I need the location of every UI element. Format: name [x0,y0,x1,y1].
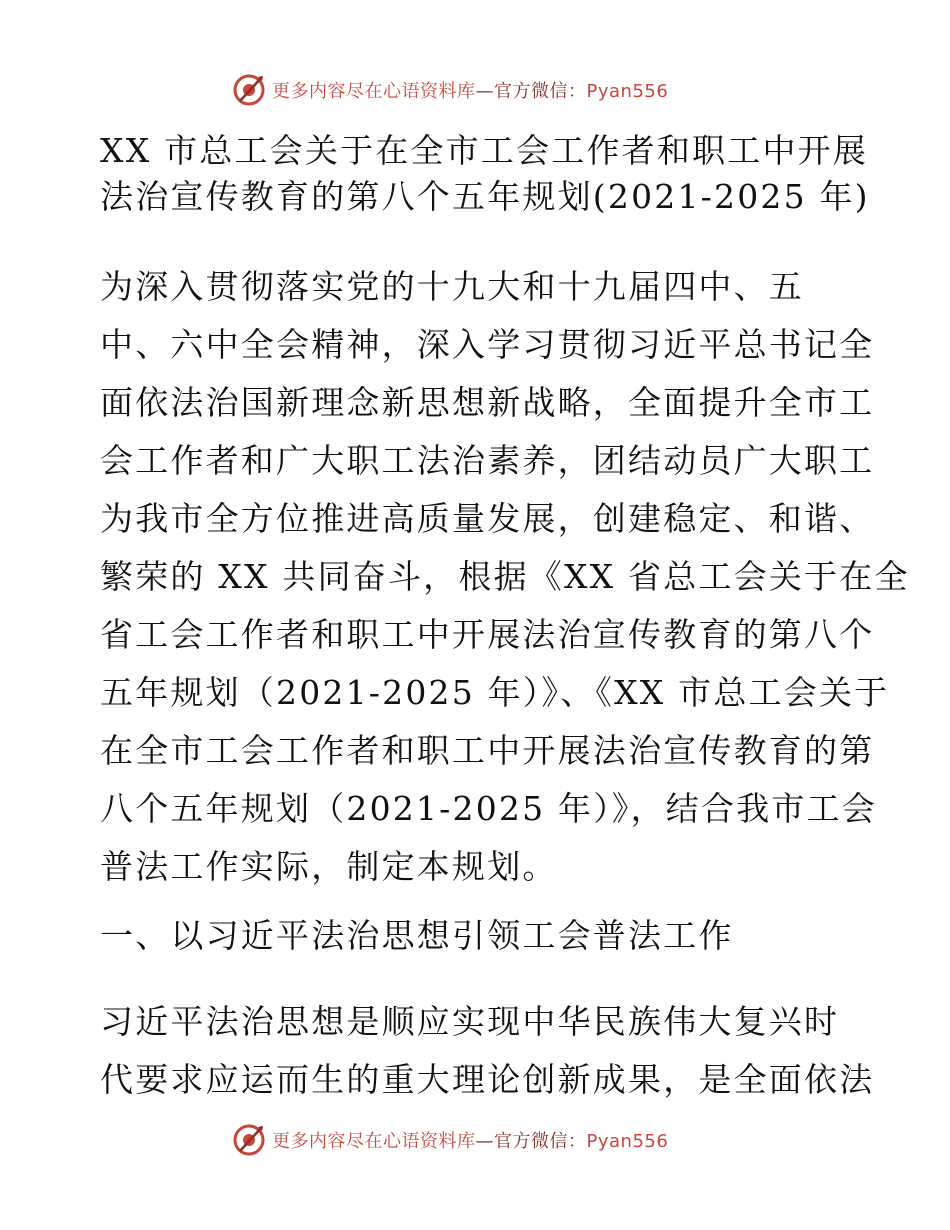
watermark-text [272,1127,668,1153]
paragraph-intro [100,258,910,896]
watermark-separator: —官方微信： [475,1131,587,1152]
paragraph-line: 五年规划（2021-2025 年）》、《XX 市总工会关于 [100,673,890,712]
section-heading: 一、以习近平法治思想引领工会普法工作 [100,916,734,955]
paragraph-line: 习近平法治思想是顺应实现中华民族伟大复兴时 [100,1002,840,1041]
quill-seal-icon [232,73,266,107]
paragraph-line: 为深入贯彻落实党的十九大和十九届四中、五 [100,267,804,306]
title-line: 法治宣传教育的第八个五年规划(2021-2025 年) [100,177,870,216]
paragraph-line: 普法工作实际，制定本规划。 [100,847,558,886]
paragraph-line: 中、六中全会精神，深入学习贯彻习近平总书记全 [100,325,875,364]
watermark-footer [232,1122,668,1158]
title-line: XX 市总工会关于在全市工会工作者和职工中开展 [100,131,869,170]
watermark-id: Pyan556 [586,1131,669,1152]
paragraph-line: 八个五年规划（2021-2025 年）》，结合我市工会 [100,789,878,828]
watermark-main: 更多内容尽在心语资料库 [272,81,476,102]
watermark-text [272,77,668,103]
paragraph-line: 在全市工会工作者和职工中开展法治宣传教育的第 [100,731,875,770]
paragraph-line: 繁荣的 XX 共同奋斗，根据《XX 省总工会关于在全 [100,557,910,596]
watermark-separator: —官方微信： [475,81,587,102]
watermark-main: 更多内容尽在心语资料库 [272,1131,476,1152]
paragraph-section1 [100,993,875,1109]
paragraph-line: 为我市全方位推进高质量发展，创建稳定、和谐、 [100,499,875,538]
paragraph-line: 面依法治国新理念新思想新战略，全面提升全市工 [100,383,875,422]
paragraph-line: 省工会工作者和职工中开展法治宣传教育的第八个 [100,615,875,654]
document-title [100,128,870,220]
quill-seal-icon [232,1123,266,1157]
watermark-id: Pyan556 [586,81,669,102]
paragraph-line: 会工作者和广大职工法治素养，团结动员广大职工 [100,441,875,480]
paragraph-line: 代要求应运而生的重大理论创新成果，是全面依法 [100,1060,875,1099]
watermark-header [232,72,668,108]
